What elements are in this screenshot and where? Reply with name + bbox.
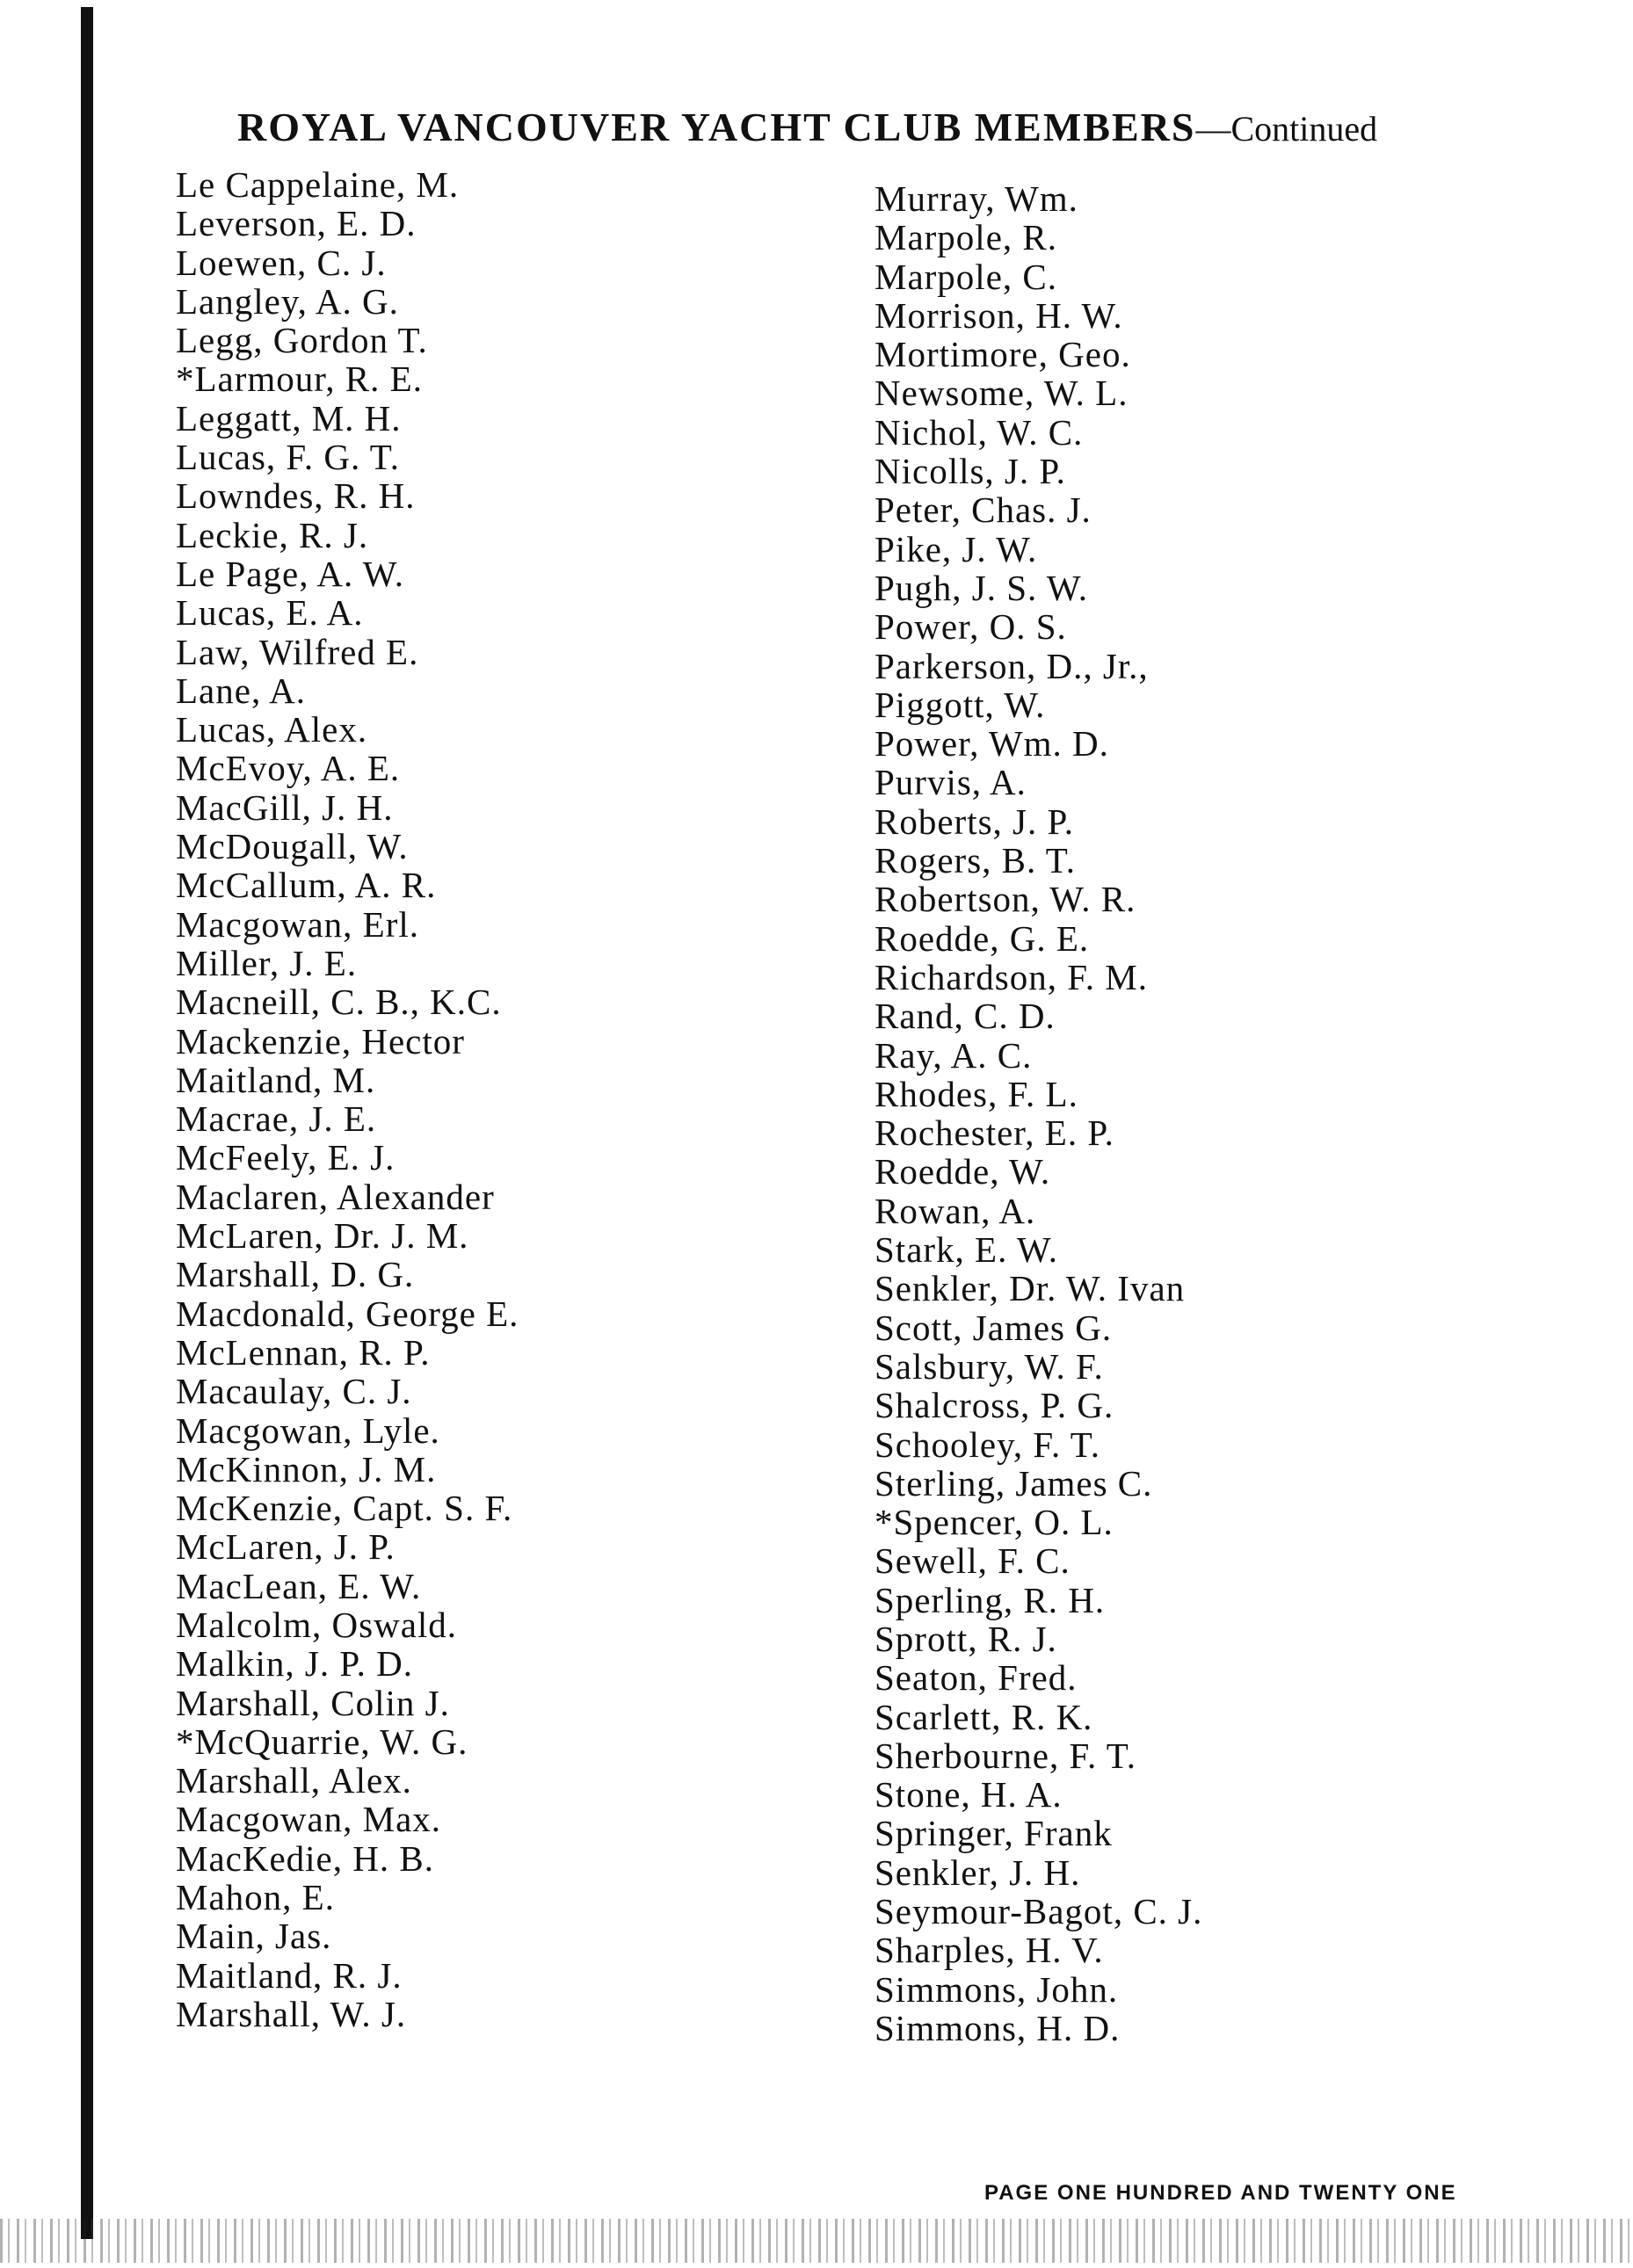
member-entry: *Larmour, R. E. bbox=[176, 359, 423, 400]
member-entry: Shalcross, P. G. bbox=[875, 1385, 1114, 1426]
member-entry: Macgowan, Max. bbox=[176, 1799, 442, 1840]
member-entry: McDougall, W. bbox=[176, 826, 409, 867]
member-entry: Purvis, A. bbox=[875, 762, 1027, 803]
member-entry: Scott, James G. bbox=[875, 1307, 1113, 1348]
member-entry: Sharples, H. V. bbox=[875, 1930, 1104, 1971]
member-entry: Stone, H. A. bbox=[875, 1774, 1063, 1815]
member-entry: Maitland, M. bbox=[176, 1059, 376, 1100]
member-entry: Nichol, W. C. bbox=[875, 411, 1084, 453]
member-entry: Lucas, Alex. bbox=[176, 709, 368, 750]
member-entry: Sherbourne, F. T. bbox=[875, 1735, 1137, 1776]
member-entry: Senkler, J. H. bbox=[875, 1851, 1081, 1893]
member-entry: MacLean, E. W. bbox=[176, 1565, 422, 1606]
member-entry: Power, O. S. bbox=[875, 606, 1067, 648]
member-entry: Springer, Frank bbox=[875, 1813, 1113, 1854]
member-entry: MacGill, J. H. bbox=[176, 786, 394, 828]
member-entry: McCallum, A. R. bbox=[176, 865, 437, 906]
member-entry: Salsbury, W. F. bbox=[875, 1345, 1104, 1387]
member-entry: McLennan, R. P. bbox=[176, 1331, 431, 1373]
member-entry: Marshall, W. J. bbox=[176, 1993, 407, 2034]
continued-label: —Continued bbox=[1195, 109, 1378, 149]
member-entry: Macneill, C. B., K.C. bbox=[176, 982, 502, 1023]
member-entry: Seaton, Fred. bbox=[875, 1657, 1078, 1699]
member-entry: Sterling, James C. bbox=[875, 1462, 1153, 1504]
member-entry: McLaren, Dr. J. M. bbox=[176, 1215, 469, 1257]
member-entry: Murray, Wm. bbox=[875, 178, 1078, 219]
member-entry: McEvoy, A. E. bbox=[176, 748, 401, 789]
member-entry: Rowan, A. bbox=[875, 1190, 1036, 1231]
member-entry: Mahon, E. bbox=[176, 1877, 335, 1918]
member-entry: Le Page, A. W. bbox=[176, 553, 404, 594]
member-entry: *Spencer, O. L. bbox=[875, 1502, 1114, 1543]
member-entry: Seymour-Bagot, C. J. bbox=[875, 1891, 1203, 1932]
member-entry: Sewell, F. C. bbox=[875, 1540, 1071, 1582]
member-entry: Stark, E. W. bbox=[875, 1229, 1059, 1271]
member-entry: Ray, A. C. bbox=[875, 1034, 1033, 1076]
member-entry: Mortimore, Geo. bbox=[875, 334, 1131, 375]
member-entry: Marpole, R. bbox=[875, 217, 1057, 258]
member-entry: Maitland, R. J. bbox=[176, 1954, 403, 1996]
member-entry: Le Cappelaine, M. bbox=[176, 164, 460, 205]
member-entry: Morrison, H. W. bbox=[875, 294, 1123, 336]
page-number: PAGE ONE HUNDRED AND TWENTY ONE bbox=[984, 2181, 1457, 2205]
member-entry: Lucas, F. G. T. bbox=[176, 437, 401, 478]
scan-noise-strip bbox=[0, 2219, 1633, 2263]
member-entry: Macdonald, George E. bbox=[176, 1293, 519, 1334]
member-entry: Macgowan, Lyle. bbox=[176, 1409, 440, 1451]
member-entry: Main, Jas. bbox=[176, 1916, 332, 1957]
member-entry: McKenzie, Capt. S. F. bbox=[176, 1488, 513, 1529]
member-entry: Peter, Chas. J. bbox=[875, 489, 1092, 531]
member-entry: Roedde, G. E. bbox=[875, 917, 1090, 959]
member-entry: Maclaren, Alexander bbox=[176, 1176, 495, 1217]
member-entry: McLaren, J. P. bbox=[176, 1526, 396, 1568]
member-list-right bbox=[875, 179, 1202, 2047]
left-margin-rule bbox=[81, 7, 93, 2239]
member-entry: Macgowan, Erl. bbox=[176, 903, 419, 945]
member-entry: Macrae, J. E. bbox=[176, 1098, 377, 1140]
member-entry: Lane, A. bbox=[176, 670, 307, 711]
member-entry: Miller, J. E. bbox=[176, 942, 358, 983]
member-entry: Power, Wm. D. bbox=[875, 723, 1109, 764]
member-entry: Marshall, D. G. bbox=[176, 1254, 415, 1295]
member-entry: Leckie, R. J. bbox=[176, 514, 369, 555]
member-entry: Roberts, J. P. bbox=[875, 801, 1075, 842]
member-entry: Marpole, C. bbox=[875, 256, 1057, 297]
page-title bbox=[237, 104, 1503, 150]
member-entry: Malcolm, Oswald. bbox=[176, 1604, 458, 1645]
member-entry: MacKedie, H. B. bbox=[176, 1837, 434, 1879]
member-entry: Rochester, E. P. bbox=[875, 1112, 1114, 1154]
member-entry: McFeely, E. J. bbox=[176, 1137, 396, 1178]
member-entry: Mackenzie, Hector bbox=[176, 1020, 465, 1062]
page-title-text: ROYAL VANCOUVER YACHT CLUB MEMBERS bbox=[237, 105, 1196, 149]
member-entry: Parkerson, D., Jr., bbox=[875, 645, 1149, 686]
member-entry: Roedde, W. bbox=[875, 1151, 1051, 1192]
member-entry: Scarlett, R. K. bbox=[875, 1696, 1093, 1737]
member-entry: Simmons, John. bbox=[875, 1968, 1119, 2010]
member-entry: Sprott, R. J. bbox=[875, 1618, 1057, 1659]
member-entry: Rand, C. D. bbox=[875, 996, 1056, 1037]
member-entry: Pugh, J. S. W. bbox=[875, 567, 1089, 608]
member-entry: Sperling, R. H. bbox=[875, 1579, 1106, 1620]
member-entry: Lucas, E. A. bbox=[176, 592, 364, 634]
member-entry: Rhodes, F. L. bbox=[875, 1073, 1078, 1114]
member-entry: Pike, J. W. bbox=[875, 528, 1038, 569]
member-entry: Leggatt, M. H. bbox=[176, 397, 402, 438]
member-entry: Rogers, B. T. bbox=[875, 840, 1077, 881]
member-entry: Robertson, W. R. bbox=[875, 879, 1136, 920]
member-entry: Macaulay, C. J. bbox=[176, 1371, 412, 1412]
member-entry: Newsome, W. L. bbox=[875, 373, 1129, 414]
member-entry: Malkin, J. P. D. bbox=[176, 1643, 414, 1685]
member-entry: Simmons, H. D. bbox=[875, 2007, 1121, 2048]
member-entry: Richardson, F. M. bbox=[875, 956, 1148, 997]
member-entry: Marshall, Colin J. bbox=[176, 1682, 450, 1723]
member-entry: Lowndes, R. H. bbox=[176, 475, 416, 517]
member-entry: Schooley, F. T. bbox=[875, 1424, 1100, 1465]
member-entry: Langley, A. G. bbox=[176, 280, 399, 322]
member-list-left bbox=[176, 165, 519, 2033]
member-entry: Marshall, Alex. bbox=[176, 1760, 412, 1801]
member-entry: Senkler, Dr. W. Ivan bbox=[875, 1268, 1186, 1309]
member-entry: *McQuarrie, W. G. bbox=[176, 1721, 468, 1762]
member-entry: Nicolls, J. P. bbox=[875, 451, 1066, 492]
member-entry: McKinnon, J. M. bbox=[176, 1448, 437, 1489]
member-entry: Law, Wilfred E. bbox=[176, 631, 419, 672]
member-entry: Legg, Gordon T. bbox=[176, 320, 428, 361]
member-entry: Loewen, C. J. bbox=[176, 242, 387, 283]
member-entry: Leverson, E. D. bbox=[176, 203, 417, 244]
member-entry: Piggott, W. bbox=[875, 684, 1046, 725]
